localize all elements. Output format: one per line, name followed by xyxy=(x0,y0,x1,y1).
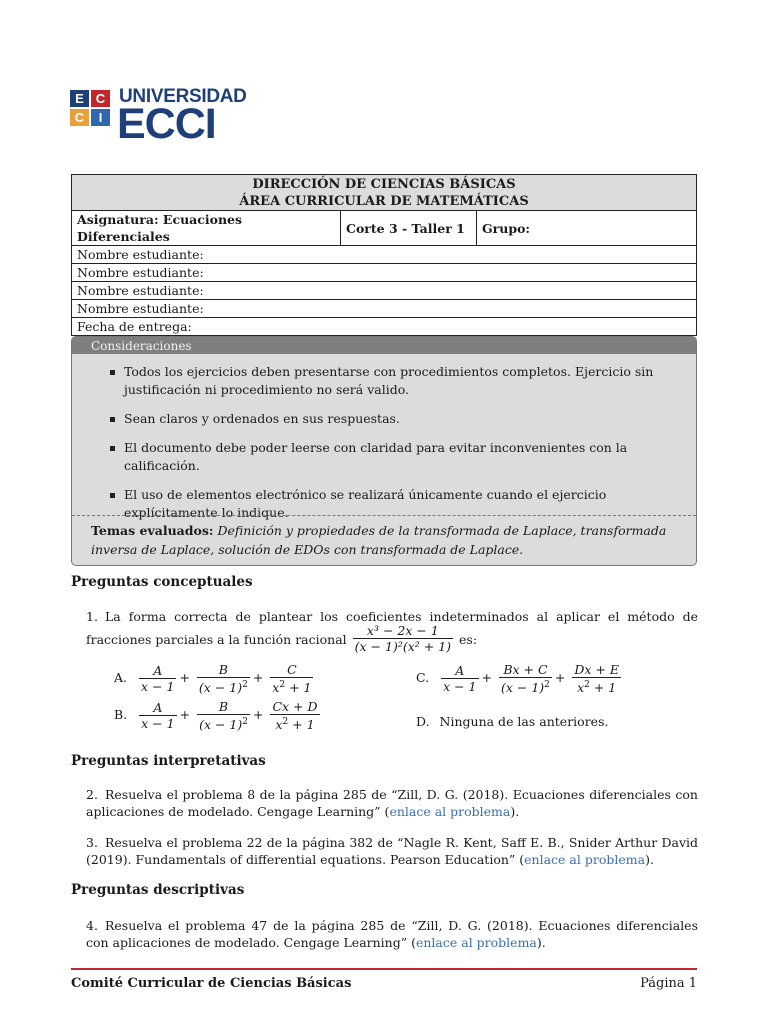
fraction: $\frac{Dx + E}{x^2 + 1}$ xyxy=(574,662,619,696)
question-4-end: ). xyxy=(536,935,546,950)
student-name-row: Nombre estudiante: xyxy=(72,246,697,264)
logo-cell-i: I xyxy=(91,109,110,126)
question-3 xyxy=(86,834,698,868)
question-3-end: ). xyxy=(645,852,654,867)
list-item xyxy=(110,486,682,522)
logo-cell-e: E xyxy=(70,90,89,107)
list-item-text: El uso de elementos electrónico se realizará únicamente cuando el ejercicio explícitamente lo indique. xyxy=(124,487,607,520)
question-4-text: Resuelva el problema 47 de la página 285 de “Zill, D. G. (2018). Ecuaciones diferenciales con aplicaciones de modelado. Cengage Learning” ( xyxy=(86,918,698,950)
question-number: 1. xyxy=(86,609,98,624)
fraction-numerator: x³ − 2x − 1 xyxy=(353,623,453,639)
problem-link[interactable]: enlace al problema xyxy=(415,935,537,950)
fraction: $\frac{Cx + D}{x^2 + 1}$ xyxy=(272,699,318,733)
student-name-row: Nombre estudiante: xyxy=(72,264,697,282)
bullet-icon xyxy=(110,417,115,422)
question-number: 3. xyxy=(86,835,98,850)
option-d xyxy=(416,714,608,729)
option-label: B. xyxy=(114,707,128,723)
topics-evaluated xyxy=(91,521,683,559)
header-table xyxy=(71,174,697,336)
corte-cell: Corte 3 - Taller 1 xyxy=(341,211,477,246)
logo-cell-c1: C xyxy=(91,90,110,107)
section-interpretative-heading: Preguntas interpretativas xyxy=(71,753,266,769)
question-2 xyxy=(86,786,698,820)
list-item xyxy=(110,439,682,475)
page-number: Página 1 xyxy=(640,976,697,991)
option-c: C. $\frac{A}{x - 1}$ + $\frac{Bx + C}{(x - 1)^2}$ + $\frac{Dx + E}{x^2 + 1}$ xyxy=(416,662,619,696)
fraction: $\frac{A}{x - 1}$ xyxy=(141,663,175,695)
list-item xyxy=(110,363,682,399)
section-descriptive-heading: Preguntas descriptivas xyxy=(71,882,245,898)
divider xyxy=(72,515,696,516)
option-label: A. xyxy=(114,670,128,686)
fraction: $\frac{A}{x - 1}$ xyxy=(443,663,477,695)
fraction: $\frac{A}{x - 1}$ xyxy=(141,700,175,732)
option-label: C. xyxy=(416,670,430,686)
question-3-text: Resuelva el problema 22 de la página 382 de “Nagle R. Kent, Saff E. B., Snider Arthur David (2019). Fundamentals of differential equations. Pearson Education” ( xyxy=(86,835,698,867)
considerations-title: Consideraciones xyxy=(72,337,696,354)
list-item-text: El documento debe poder leerse con claridad para evitar inconvenientes con la calificación. xyxy=(124,440,628,473)
fraction: $\frac{B}{(x - 1)^2}$ xyxy=(198,662,248,696)
fraction: $\frac{B}{(x - 1)^2}$ xyxy=(199,699,248,733)
question-2-end: ). xyxy=(510,804,520,819)
option-b: B. $\frac{A}{x - 1}$ + $\frac{B}{(x - 1)^2}$ + $\frac{Cx + D}{x^2 + 1}$ xyxy=(114,699,318,733)
due-date-row: Fecha de entrega: xyxy=(72,318,697,336)
logo-cell-c2: C xyxy=(70,109,89,126)
question-number: 4. xyxy=(86,918,98,933)
footer-rule xyxy=(71,968,697,970)
option-a: A. $\frac{A}{x - 1}$ + $\frac{B}{(x - 1)^2}$ + $\frac{C}{x^2 + 1}$ xyxy=(114,662,312,696)
topics-label: Temas evaluados: xyxy=(91,523,214,538)
question-2-text: Resuelva el problema 8 de la página 285 de “Zill, D. G. (2018). Ecuaciones diferenciales con aplicaciones de modelado. Cengage Learning” ( xyxy=(86,787,698,819)
problem-link[interactable]: enlace al problema xyxy=(389,804,511,819)
topics-text: Definición y propiedades de la transformada de Laplace, transformada inversa de Laplace, solución de EDOs con transformada de Laplace. xyxy=(91,523,667,557)
option-label: D. xyxy=(416,714,430,729)
list-item-text: Sean claros y ordenados en sus respuestas. xyxy=(124,411,400,426)
university-logo xyxy=(70,86,247,148)
header-line-2: ÁREA CURRICULAR DE MATEMÁTICAS xyxy=(239,193,529,209)
problem-link[interactable]: enlace al problema xyxy=(524,852,646,867)
header-title xyxy=(72,175,697,211)
student-name-row: Nombre estudiante: xyxy=(72,300,697,318)
fraction: $\frac{C}{x^2 + 1}$ xyxy=(272,662,312,696)
considerations-list xyxy=(110,363,682,533)
bullet-icon xyxy=(110,446,115,451)
logo-ecci-text: ECCI xyxy=(117,100,216,148)
option-d-text: Ninguna de las anteriores. xyxy=(439,714,609,729)
list-item xyxy=(110,410,682,428)
question-1 xyxy=(86,608,698,656)
fraction-denominator: (x − 1)²(x² + 1) xyxy=(354,639,452,654)
section-conceptual-heading: Preguntas conceptuales xyxy=(71,574,253,590)
student-name-row: Nombre estudiante: xyxy=(72,282,697,300)
question-1-text: La forma correcta de plantear los coeficientes indeterminados al aplicar el método de fracciones parciales a la función racional xyxy=(86,609,698,647)
list-item-text: Todos los ejercicios deben presentarse con procedimientos completos. Ejercicio sin justificación ni procedimiento no será valido. xyxy=(124,364,654,397)
header-line-1: DIRECCIÓN DE CIENCIAS BÁSICAS xyxy=(252,176,516,192)
fraction: $\frac{Bx + C}{(x - 1)^2}$ xyxy=(500,662,550,696)
bullet-icon xyxy=(110,493,115,498)
bullet-icon xyxy=(110,370,115,375)
logo-grid xyxy=(70,90,114,146)
grupo-cell: Grupo: xyxy=(477,211,697,246)
logo-universidad-text: UNIVERSIDAD xyxy=(119,86,247,107)
question-number: 2. xyxy=(86,787,98,802)
considerations-box xyxy=(71,336,697,566)
question-4 xyxy=(86,917,698,951)
footer-committee: Comité Curricular de Ciencias Básicas xyxy=(71,976,352,991)
asignatura-cell: Asignatura: Ecuaciones Diferenciales xyxy=(72,211,341,246)
question-1-tail: es: xyxy=(459,632,478,647)
rational-function xyxy=(353,623,453,654)
